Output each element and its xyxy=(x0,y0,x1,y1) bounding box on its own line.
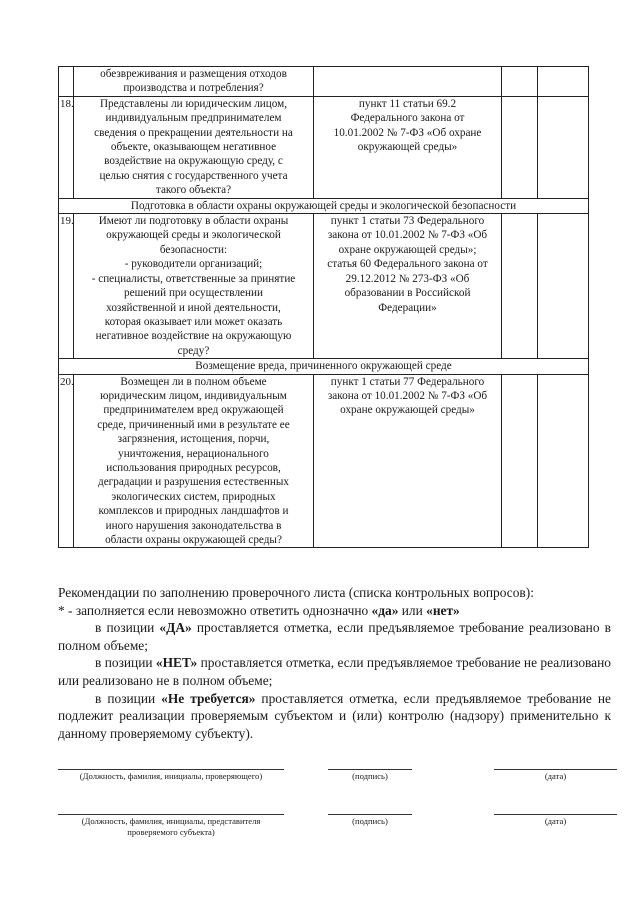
reference-cell: пункт 1 статьи 77 Федерального закона от 10.01.2002 № 7-ФЗ «Об охране окружающей среды» xyxy=(314,374,502,548)
recommendation-not-required: в позиции «Не требуется» проставляется отметка, если предъявляемое требование не подлежит реализации проверяемым субъектом и (или) контролю (надзору) применительно к данному проверяемому субъекту). xyxy=(58,690,611,741)
date-caption: (дата) xyxy=(544,816,567,826)
recommendations xyxy=(58,584,611,742)
row-number: 19. xyxy=(59,214,74,359)
comment-cell xyxy=(538,374,589,548)
comment-cell xyxy=(538,96,589,198)
inspector-sign-line[interactable] xyxy=(328,769,412,770)
sign-caption: (подпись) xyxy=(352,771,388,781)
representative-sign-line[interactable] xyxy=(328,814,412,815)
recommendation-no: в позиции «НЕТ» проставляется отметка, если предъявляемое требование не реализовано или реализовано не в полном объеме; xyxy=(58,655,611,688)
answer-cell xyxy=(502,67,538,97)
table-row xyxy=(59,214,589,359)
question-cell: обезвреживания и размещения отходов производства и потребления? xyxy=(74,67,314,97)
section-row xyxy=(59,198,589,213)
question-cell: Возмещен ли в полном объеме юридическим лицом, индивидуальным предпринимателем вред окружающей среде, причиненный ими в результате ее загрязнения, истощения, порчи, уничтожения, нерационального использования природных ресурсов, деградации и разрушения естественных экологических систем, природных комплексов и природных ландшафтов и иного нарушения законодательства в области охраны окружающей среды? xyxy=(74,374,314,548)
inspector-caption: (Должность, фамилия, инициалы, проверяющего) xyxy=(79,771,263,781)
section-row xyxy=(59,359,589,374)
comment-cell xyxy=(538,214,589,359)
reference-cell xyxy=(314,67,502,97)
checklist-table xyxy=(58,66,589,548)
recommendation-yes: в позиции «ДА» проставляется отметка, если предъявляемое требование реализовано в полном объеме; xyxy=(58,620,611,653)
sign-caption: (подпись) xyxy=(352,816,388,826)
reference-cell: пункт 1 статьи 73 Федерального закона от 10.01.2002 № 7-ФЗ «Об охране окружающей среды»; статья 60 Федерального закона от 29.12.2012 № 273-ФЗ «Об образовании в Российской Федерации» xyxy=(314,214,502,359)
row-number: 18. xyxy=(59,96,74,198)
representative-date-line[interactable] xyxy=(494,814,617,815)
table-row xyxy=(59,374,589,548)
table-row xyxy=(59,96,589,198)
representative-signature-line[interactable] xyxy=(58,814,284,815)
representative-caption: (Должность, фамилия, инициалы, представителя проверяемого субъекта) xyxy=(81,816,261,837)
reference-cell: пункт 11 статьи 69.2 Федерального закона от 10.01.2002 № 7-ФЗ «Об охране окружающей среды» xyxy=(314,96,502,198)
question-cell: Представлены ли юридическим лицом, индивидуальным предпринимателем сведения о прекращении деятельности на объекте, оказывающем негативное воздействие на окружающую среду, с целью снятия с государственного учета такого объекта? xyxy=(74,96,314,198)
answer-cell xyxy=(502,96,538,198)
section-heading: Возмещение вреда, причиненного окружающей среде xyxy=(59,359,589,374)
recommendation-star: * - заполняется если невозможно ответить однозначно «да» или «нет» xyxy=(58,602,460,618)
comment-cell xyxy=(538,67,589,97)
row-number xyxy=(59,67,74,97)
table-row xyxy=(59,67,589,97)
date-caption: (дата) xyxy=(544,771,567,781)
answer-cell xyxy=(502,374,538,548)
inspector-date-line[interactable] xyxy=(494,769,617,770)
section-heading: Подготовка в области охраны окружающей среды и экологической безопасности xyxy=(59,198,589,213)
answer-cell xyxy=(502,214,538,359)
question-cell: Имеют ли подготовку в области охраны окружающей среды и экологической безопасности: - руководители организаций; - специалисты, ответственные за принятие решений при осуществлении хозяйственной и иной деятельности, которая оказывает или может оказать негативное воздействие на окружающую среду? xyxy=(74,214,314,359)
inspector-signature-line[interactable] xyxy=(58,769,284,770)
recommendations-title: Рекомендации по заполнению проверочного листа (списка контрольных вопросов): xyxy=(58,585,534,600)
row-number: 20. xyxy=(59,374,74,548)
